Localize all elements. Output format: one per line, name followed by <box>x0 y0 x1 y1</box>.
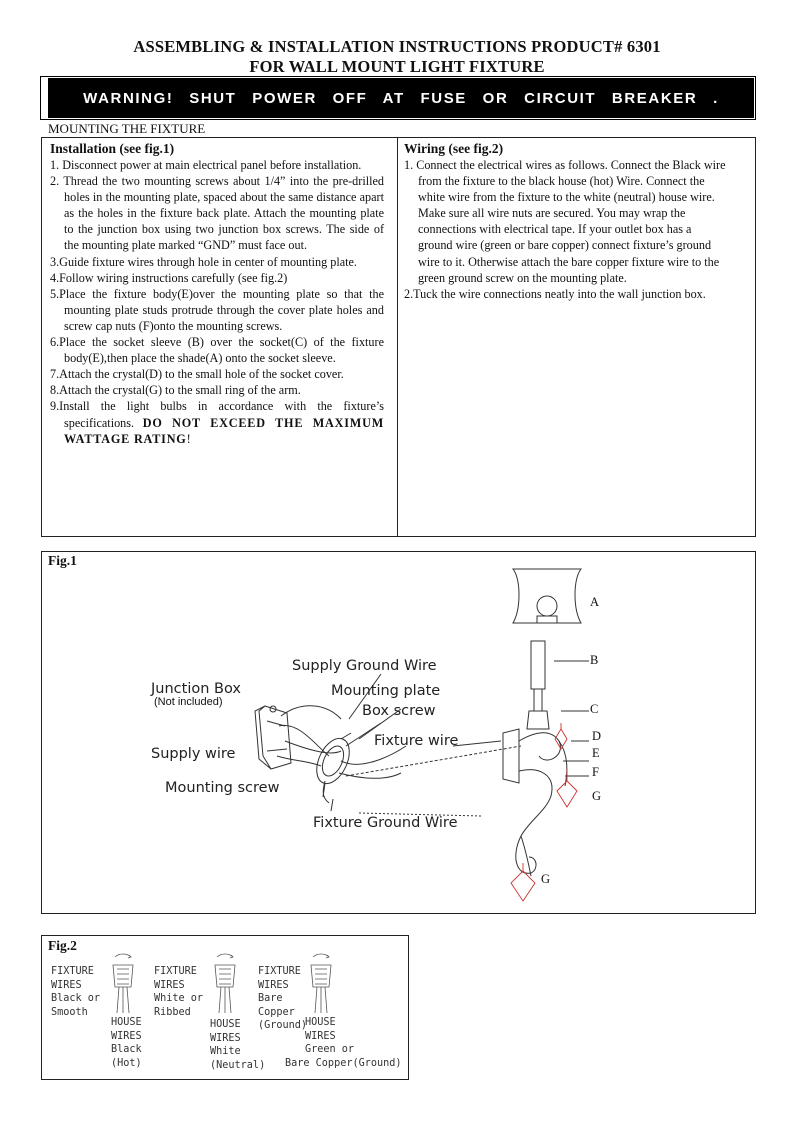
shade-drawing <box>513 569 581 623</box>
part-letter: G <box>541 872 551 886</box>
install-step: 8.Attach the crystal(G) to the small ring of the arm. <box>50 383 301 398</box>
wiring-steps <box>404 157 729 302</box>
fig2-text: Black <box>111 1044 142 1056</box>
label-mounting-screw: Mounting screw <box>165 780 280 796</box>
fig2-text: Bare Copper(Ground) <box>285 1057 402 1069</box>
fixture-body-drawing <box>503 729 567 876</box>
label-not-included: (Not included) <box>154 696 223 708</box>
part-letter: G <box>592 789 602 803</box>
fig2-text: Black or <box>51 993 101 1005</box>
wire-nut-drawing <box>113 954 133 1013</box>
fig2-text: WIRES <box>51 979 82 991</box>
fig2-text: Green or <box>305 1044 355 1056</box>
fig2-text: FIXTURE <box>258 966 301 977</box>
fig2-text: WIRES <box>258 979 289 991</box>
fig2-text: Copper <box>258 1006 295 1018</box>
mounting-plate-drawing <box>310 733 356 797</box>
part-letter: E <box>592 746 600 760</box>
junction-box-drawing <box>255 706 291 769</box>
part-letter: B <box>590 653 599 667</box>
wiring-step: 1. Connect the electrical wires as follows. Connect the Black wire from the fixture to the black house (hot) Wire. Connect the white wire from the fixture to the white (neutral) house wire. Make sure all wire nuts are secured. You may wrap the connections with electrical tape. If your outlet box has a ground wire (green or bare copper) connect fixture’s ground wire to it. Otherwise attach the bare copper fixture wire to the green ground screw on the mounting plate. <box>404 158 726 285</box>
label-fixture-wire: Fixture wire <box>374 733 459 749</box>
page-title: ASSEMBLING & INSTALLATION INSTRUCTIONS PRODUCT# 6301 <box>133 37 661 56</box>
figure-2-title: Fig.2 <box>48 938 77 953</box>
label-supply-ground-wire: Supply Ground Wire <box>292 658 437 674</box>
part-letter: D <box>592 729 602 743</box>
install-step: 4.Follow wiring instructions carefully (see fig.2) <box>50 270 288 285</box>
label-mounting-plate: Mounting plate <box>331 683 441 699</box>
part-letter: A <box>590 595 600 609</box>
warning-banner: WARNING! SHUT POWER OFF AT FUSE OR CIRCUIT BREAKER . <box>42 78 754 118</box>
fig2-text: Bare <box>258 993 283 1005</box>
wiring-step: 2.Tuck the wire connections neatly into the wall junction box. <box>404 286 706 301</box>
section-label: MOUNTING THE FIXTURE <box>48 121 206 136</box>
wire-nut-drawing <box>215 954 235 1013</box>
fig2-text: WIRES <box>305 1030 336 1042</box>
fig2-text: FIXTURE <box>51 966 94 977</box>
wiring-title: Wiring (see fig.2) <box>404 141 504 156</box>
fig2-text: HOUSE <box>305 1017 336 1028</box>
fig2-text: WIRES <box>210 1032 241 1044</box>
fig2-text: (Neutral) <box>210 1059 266 1071</box>
figure-1-title: Fig.1 <box>48 553 77 568</box>
install-step: 3.Guide fixture wires through hole in center of mounting plate. <box>50 254 357 269</box>
part-letter: F <box>592 765 599 779</box>
installation-steps <box>50 157 384 447</box>
fig2-text: White <box>210 1046 241 1058</box>
socket-sleeve-drawing <box>531 641 545 689</box>
fixture-wires-black <box>51 965 100 1019</box>
install-step: 6.Place the socket sleeve (B) over the socket(C) of the fixture body(E),then place the shade(A) onto the socket sleeve. <box>50 335 384 366</box>
install-step: 1. Disconnect power at main electrical panel before installation. <box>50 158 362 172</box>
fig2-text: (Hot) <box>111 1057 142 1069</box>
install-step: 7.Attach the crystal(D) to the small hole of the socket cover. <box>50 367 344 382</box>
fig2-text: WIRES <box>111 1030 142 1042</box>
page-subtitle: FOR WALL MOUNT LIGHT FIXTURE <box>249 57 545 76</box>
fixture-wires-copper <box>258 965 307 1033</box>
fig2-text: White or <box>154 993 204 1005</box>
step9-end: ! <box>186 431 191 446</box>
fig2-text: Smooth <box>51 1006 88 1018</box>
step9-warning: DO NOT EXCEED THE MAXIMUM WATTAGE RATING <box>64 415 385 446</box>
house-wires-green <box>285 1016 402 1070</box>
fig2-text: WIRES <box>154 979 185 991</box>
label-fixture-ground-wire: Fixture Ground Wire <box>313 815 458 831</box>
house-wires-white <box>210 1018 265 1072</box>
wiring-box <box>397 137 756 537</box>
house-wires-black <box>111 1016 142 1070</box>
fig2-text: FIXTURE <box>154 966 197 977</box>
fig2-text: HOUSE <box>111 1017 142 1028</box>
fig2-text: Ribbed <box>154 1006 191 1018</box>
install-step-9 <box>50 398 384 446</box>
install-step: 5.Place the fixture body(E)over the mounting plate so that the mounting plate studs protrude through the cover plate holes and screw cap nuts (F)onto the mounting screws. <box>50 286 384 333</box>
label-box-screw: Box screw <box>362 703 436 719</box>
fig2-text: (Ground) <box>258 1020 308 1032</box>
label-junction-box: Junction Box <box>151 681 241 697</box>
step9-text: 9.Install the light bulbs in accordance with the fixture’s specifications. <box>50 399 384 430</box>
install-step: 2. Thread the two mounting screws about 1/4” into the pre-drilled holes in the mounting plate, spaced about the same distance apart as the holes in the fixture back plate. Attach the mounting plate to the junction box using two junction box screws. The side of the mounting plate marked “GND” must face out. <box>50 174 384 253</box>
fixture-wires-white <box>154 965 203 1019</box>
installation-title: Installation (see fig.1) <box>50 141 175 156</box>
socket-drawing <box>527 711 549 729</box>
label-supply-wire: Supply wire <box>151 746 236 762</box>
installation-box <box>41 137 398 537</box>
wire-nut-drawing <box>311 954 331 1013</box>
fig2-text: HOUSE <box>210 1019 241 1030</box>
part-letter: C <box>590 702 599 716</box>
